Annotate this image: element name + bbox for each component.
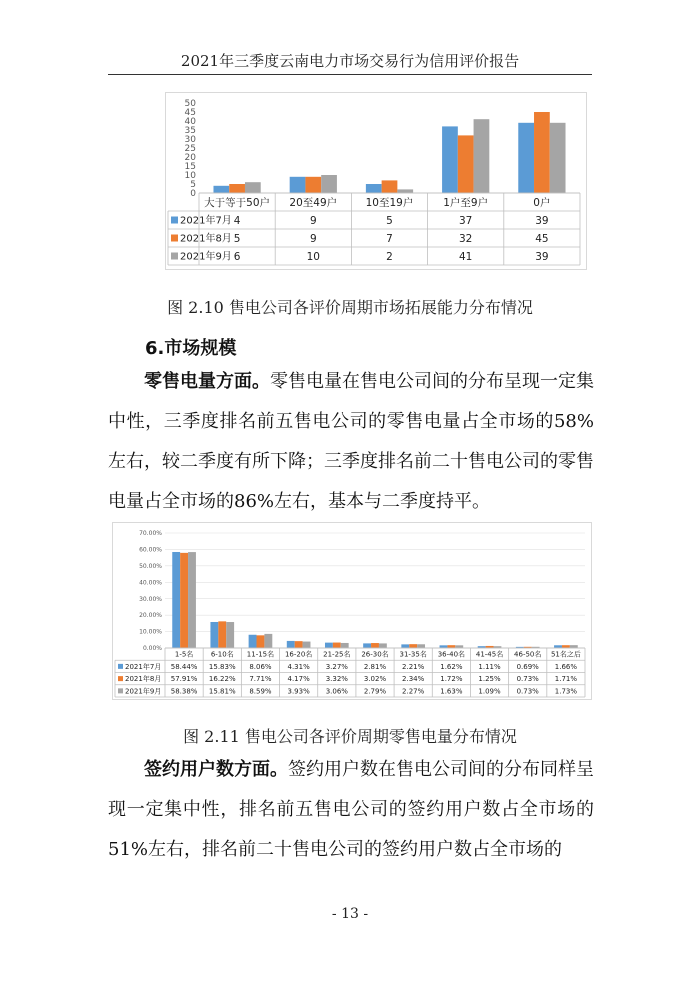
table-value: 1.71% [554, 675, 578, 684]
y-tick-label: 0.00% [142, 645, 162, 653]
bar [321, 175, 337, 193]
table-value: 7.71% [249, 675, 272, 684]
table-value: 15.81% [208, 687, 236, 696]
category-label: 10至19户 [365, 196, 414, 209]
y-tick-label: 10.00% [139, 628, 162, 636]
table-value: 58.38% [170, 687, 198, 696]
y-tick-label: 40.00% [139, 579, 162, 587]
bar [554, 645, 562, 648]
y-tick-label: 5 [190, 180, 196, 191]
category-label: 1户至9户 [443, 196, 489, 209]
y-tick-label: 25 [184, 144, 196, 155]
table-value: 2 [386, 250, 393, 263]
table-value: 4 [233, 214, 241, 227]
table-value: 0.69% [516, 662, 539, 671]
bar [550, 123, 566, 193]
paragraph-lead: 零售电量方面。 [144, 371, 270, 392]
table-value: 9 [309, 214, 317, 227]
bar [474, 119, 490, 193]
table-value: 3.27% [325, 662, 348, 671]
bar [249, 635, 257, 648]
legend-key [171, 253, 178, 260]
table-value: 10 [306, 250, 320, 263]
bar [371, 643, 379, 648]
table-value: 8.06% [249, 662, 272, 671]
table-value: 1.73% [554, 687, 578, 696]
page-number: - 13 - [331, 906, 369, 922]
bar [172, 552, 180, 648]
table-value: 4.31% [287, 662, 310, 671]
header-rule [108, 74, 592, 75]
y-tick-label: 30.00% [139, 595, 162, 603]
table-value: 3.93% [287, 687, 310, 696]
table-value: 1.72% [440, 675, 463, 684]
y-tick-label: 60.00% [139, 546, 162, 554]
paragraph-lead: 签约用户数方面。 [144, 759, 288, 780]
category-label: 41-45名 [475, 650, 504, 659]
table-value: 0.73% [516, 675, 539, 684]
bar [226, 622, 234, 648]
market-expansion-chart-svg [166, 93, 586, 269]
bar [188, 552, 196, 648]
category-label: 20至49户 [289, 196, 338, 209]
y-tick-label: 45 [184, 108, 196, 119]
bar [570, 645, 578, 648]
table-value: 58.44% [170, 662, 198, 671]
table-value: 45 [535, 232, 549, 245]
table-value: 6 [233, 250, 241, 263]
table-value: 3.32% [325, 675, 348, 684]
table-value: 2.27% [402, 687, 425, 696]
bar [534, 112, 550, 193]
y-tick-label: 40 [184, 117, 196, 128]
paragraph-body: 签约用户数在售电公司间的分布同样呈现一定集中性，排名前五售电公司的签约用户数占全市场的51%左右，排名前二十售电公司的签约用户数占全市场的 [108, 759, 594, 860]
bar [518, 123, 534, 193]
bar [379, 643, 387, 648]
legend-label: 2021年9月 [125, 687, 162, 696]
table-value: 3.06% [325, 687, 348, 696]
bar [458, 135, 474, 193]
page-header: 2021年三季度云南电力市场交易行为信用评价报告 [180, 52, 520, 70]
bar [333, 643, 341, 648]
category-label: 36-40名 [437, 650, 466, 659]
bar [303, 642, 311, 648]
category-label: 0户 [533, 196, 551, 209]
bar [409, 644, 417, 648]
y-tick-label: 50 [184, 99, 196, 110]
table-value: 1.09% [478, 687, 501, 696]
bar [290, 177, 306, 193]
bar [213, 186, 229, 193]
paragraph-retail-volume [108, 362, 594, 522]
table-value: 2.34% [402, 675, 425, 684]
bar [245, 182, 261, 193]
bar [417, 644, 425, 648]
legend-key [171, 235, 178, 242]
table-value: 1.66% [554, 662, 578, 671]
y-tick-label: 0 [190, 189, 196, 200]
category-label: 11-15名 [246, 650, 275, 659]
category-label: 21-25名 [323, 650, 351, 659]
y-tick-label: 10 [184, 171, 196, 182]
bar [562, 645, 570, 648]
table-value: 7 [386, 232, 393, 245]
legend-label: 2021年7月 [180, 215, 232, 227]
bar [397, 189, 413, 193]
bar [341, 643, 349, 648]
table-value: 32 [459, 232, 473, 245]
bar [287, 641, 295, 648]
bar [305, 177, 321, 193]
bar [455, 645, 463, 648]
table-value: 5 [386, 214, 393, 227]
table-value: 37 [459, 214, 473, 227]
table-value: 5 [233, 232, 241, 245]
y-tick-label: 30 [184, 135, 196, 146]
bar [229, 184, 245, 193]
legend-label: 2021年8月 [180, 233, 232, 245]
bar [218, 621, 226, 648]
figure-2-11-caption: 图 2.11 售电公司各评价周期零售电量分布情况 [183, 727, 517, 746]
table-value: 4.17% [287, 675, 310, 684]
y-tick-label: 15 [184, 162, 196, 173]
category-label: 6-10名 [210, 650, 234, 659]
legend-key [171, 217, 178, 224]
y-tick-label: 20 [184, 153, 196, 164]
bar [325, 643, 333, 648]
bar [257, 635, 265, 648]
category-label: 46-50名 [514, 650, 542, 659]
market-expansion-chart [165, 92, 587, 270]
legend-label: 2021年9月 [180, 251, 232, 263]
category-label: 51名之后 [550, 650, 581, 659]
bar [447, 645, 455, 648]
legend-label: 2021年7月 [125, 662, 162, 671]
table-value: 1.63% [440, 687, 463, 696]
category-label: 大于等于50户 [204, 196, 271, 209]
table-value: 16.22% [208, 675, 236, 684]
bar [442, 126, 458, 193]
retail-volume-chart-svg [113, 523, 591, 699]
category-label: 1-5名 [174, 650, 194, 659]
table-value: 2.21% [402, 662, 425, 671]
table-value: 1.62% [440, 662, 463, 671]
bar [363, 643, 371, 648]
category-label: 26-30名 [361, 650, 389, 659]
y-tick-label: 20.00% [139, 612, 162, 620]
bar [366, 184, 382, 193]
table-value: 41 [459, 250, 473, 263]
table-value: 9 [309, 232, 317, 245]
bar [295, 641, 303, 648]
retail-volume-chart [112, 522, 592, 700]
bar [264, 634, 272, 648]
y-tick-label: 50.00% [139, 562, 162, 570]
legend-key [118, 688, 123, 693]
table-value: 39 [535, 214, 549, 227]
table-value: 39 [535, 250, 549, 263]
table-value: 1.25% [478, 675, 501, 684]
table-value: 3.02% [363, 675, 387, 684]
table-value: 15.83% [208, 662, 236, 671]
legend-label: 2021年8月 [125, 675, 162, 684]
y-tick-label: 70.00% [139, 530, 162, 538]
table-value: 1.11% [478, 662, 501, 671]
category-label: 16-20名 [284, 650, 313, 659]
table-value: 2.81% [363, 662, 387, 671]
bar [401, 644, 409, 648]
y-tick-label: 35 [184, 126, 196, 137]
paragraph-contracted-users [108, 750, 594, 870]
bar [382, 180, 398, 193]
table-value: 8.59% [249, 687, 272, 696]
figure-2-10-caption: 图 2.10 售电公司各评价周期市场拓展能力分布情况 [167, 298, 533, 317]
paragraph-body: 零售电量在售电公司间的分布呈现一定集中性，三季度排名前五售电公司的零售电量占全市场的58%左右，较二季度有所下降；三季度排名前二十售电公司的零售电量占全市场的86%左右，基本与二季度持平。 [108, 371, 594, 512]
table-value: 2.79% [363, 687, 387, 696]
table-value: 0.73% [516, 687, 539, 696]
category-label: 31-35名 [399, 650, 427, 659]
bar [180, 553, 188, 648]
bar [210, 622, 218, 648]
section-heading: 6.市场规模 [145, 338, 237, 359]
legend-key [118, 676, 123, 681]
table-value: 57.91% [170, 675, 198, 684]
legend-key [118, 664, 123, 669]
